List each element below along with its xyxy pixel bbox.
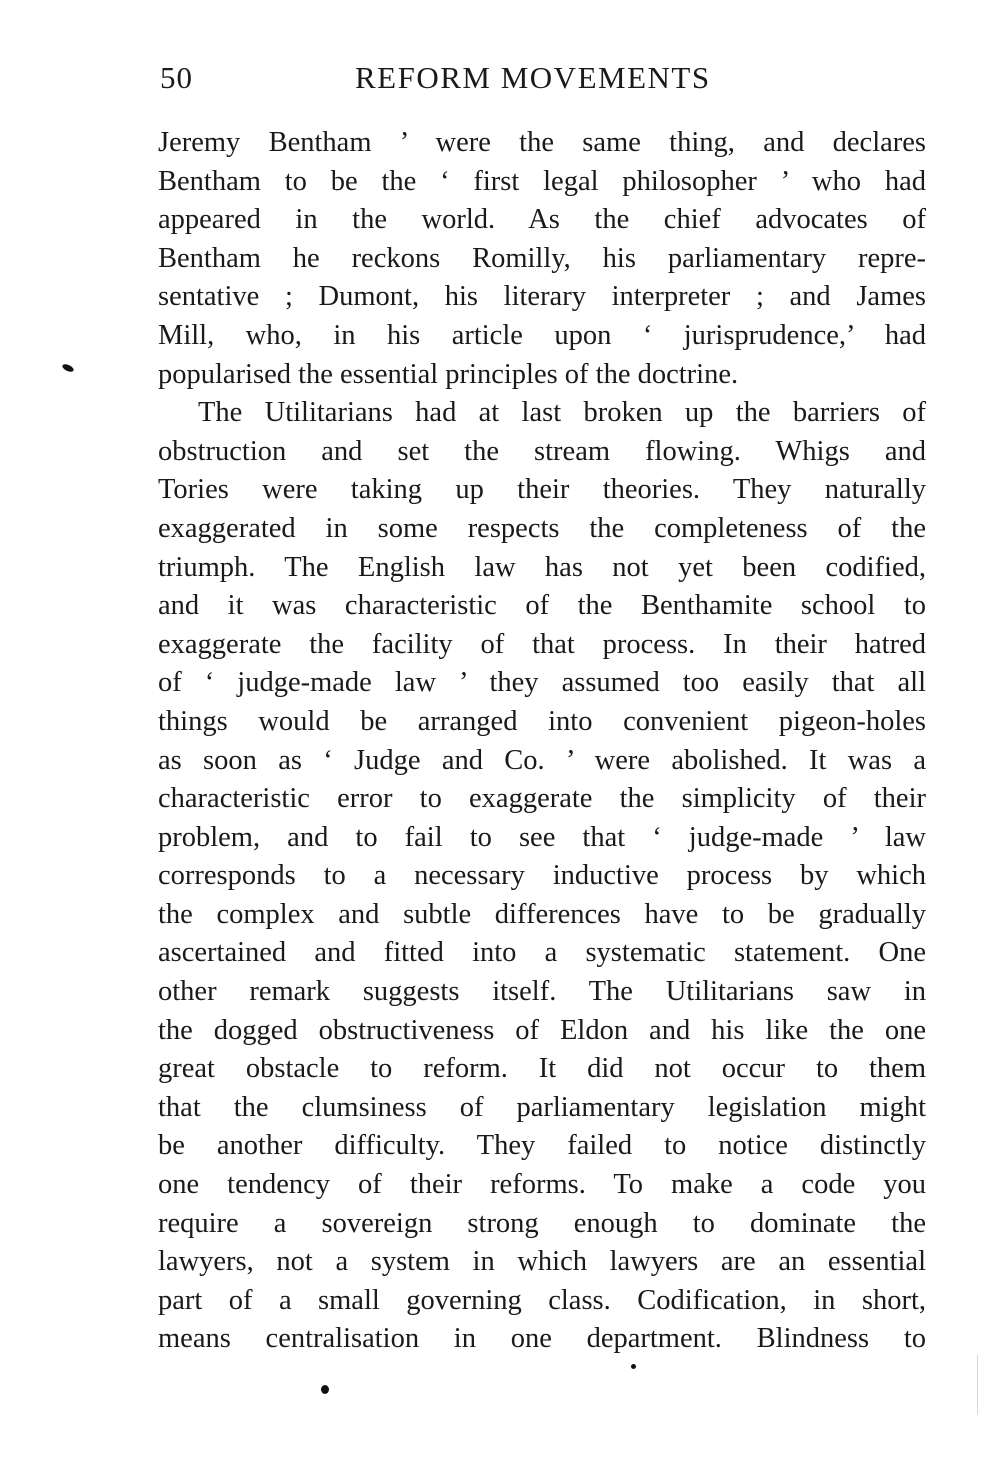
page-number: 50: [160, 60, 193, 95]
text-line: exaggerated in some respects the completeness of the: [158, 512, 926, 544]
text-line: triumph. The English law has not yet been codified,: [158, 551, 926, 583]
text-line: and it was characteristic of the Benthamite school to: [158, 590, 926, 622]
text-line: Bentham to be the ‘ first legal philosopher ’ who had: [158, 165, 926, 197]
text-line: the dogged obstructiveness of Eldon and his like the one: [158, 1014, 926, 1046]
text-line: means centralisation in one department. Blindness to: [158, 1323, 926, 1355]
text-line: Jeremy Bentham ’ were the same thing, and declares: [158, 127, 926, 158]
page-edge-shadow: [977, 1355, 978, 1415]
text-line: the complex and subtle differences have to be gradually: [158, 898, 926, 930]
text-line: characteristic error to exaggerate the simplicity of their: [158, 783, 926, 815]
paragraph-first-line: The Utilitarians had at last broken up the barriers of: [198, 397, 926, 429]
text-line: be another difficulty. They failed to notice distinctly: [158, 1130, 926, 1162]
text-line: corresponds to a necessary inductive process by which: [158, 860, 926, 892]
ink-speck: [321, 1385, 329, 1394]
text-line: things would be arranged into convenient pigeon-holes: [158, 705, 926, 737]
body-text: [158, 124, 926, 1359]
text-line: as soon as ‘ Judge and Co. ’ were abolished. It was a: [158, 744, 926, 776]
text-line: other remark suggests itself. The Utilitarians saw in: [158, 976, 926, 1008]
text-line: appeared in the world. As the chief advocates of: [158, 204, 926, 236]
text-line: problem, and to fail to see that ‘ judge-made ’ law: [158, 821, 926, 853]
text-line: of ‘ judge-made law ’ they assumed too easily that all: [158, 667, 926, 699]
text-line: that the clumsiness of parliamentary legislation might: [158, 1091, 926, 1123]
page-header: [160, 60, 920, 104]
ink-speck: [61, 363, 74, 374]
text-line: great obstacle to reform. It did not occur to them: [158, 1053, 926, 1085]
text-line: exaggerate the facility of that process. In their hatred: [158, 628, 926, 660]
text-line: ascertained and fitted into a systematic statement. One: [158, 937, 926, 969]
running-head: REFORM MOVEMENTS: [355, 60, 711, 95]
text-line: require a sovereign strong enough to dominate the: [158, 1207, 926, 1239]
ink-speck: [631, 1364, 636, 1369]
text-line: lawyers, not a system in which lawyers are an essential: [158, 1246, 926, 1278]
text-line: Mill, who, in his article upon ‘ jurisprudence,’ had: [158, 319, 926, 351]
text-line: one tendency of their reforms. To make a code you: [158, 1169, 926, 1201]
text-line: Bentham he reckons Romilly, his parliamentary repre-: [158, 242, 926, 274]
text-line: sentative ; Dumont, his literary interpreter ; and James: [158, 281, 926, 313]
text-line: part of a small governing class. Codification, in short,: [158, 1284, 926, 1316]
text-line: Tories were taking up their theories. They naturally: [158, 474, 926, 506]
text-line: popularised the essential principles of the doctrine.: [158, 358, 739, 390]
text-line: obstruction and set the stream flowing. Whigs and: [158, 435, 926, 467]
